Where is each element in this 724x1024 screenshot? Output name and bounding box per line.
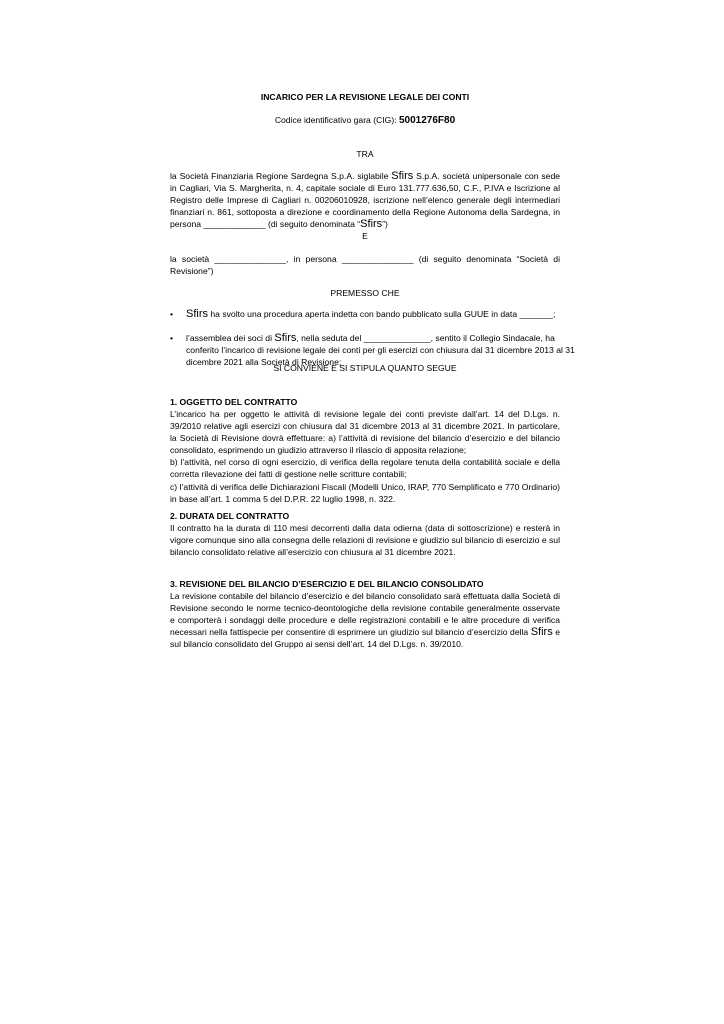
party-one-text-c: ”) xyxy=(382,219,388,230)
conviene-heading: SI CONVIENE E SI STIPULA QUANTO SEGUE xyxy=(273,363,457,373)
premesso-heading: PREMESSO CHE xyxy=(330,288,400,298)
premise-two-text-b: , nella seduta del ______________, sentito il Collegio Sindacale, ha conferito l’incarico di revisione legale dei conti per gli esercizi con chiusura dal 31 dicembre 2013 al 31 dicembre 2021 alla Società di Revisione; xyxy=(186,333,575,368)
party-one-paragraph xyxy=(170,170,560,230)
premise-two-text-a: l’assemblea dei soci di xyxy=(186,333,275,344)
document-title: INCARICO PER LA REVISIONE LEGALE DEI CONTI xyxy=(260,92,470,102)
party-one-text-a: la Società Finanziaria Regione Sardegna S.p.A. siglabile xyxy=(170,171,392,181)
cig-line xyxy=(170,114,560,127)
section-one-paragraph: L’incarico ha per oggetto le attività di revisione legale dei conti previste dall’art. 14 del D.Lgs. n. 39/2010 relative agli esercizi con chiusura dal 31 dicembre 2013 al 31 dicembre 2021. In particolare, la Società di Revisione dovrà effettuare: a) l’attività di revisione del bilancio d’esercizio e del bilancio consolidato, esprimendo un giudizio attraverso il rilascio di apposita relazione; xyxy=(170,409,560,456)
section-one-paragraph: b) l’attività, nel corso di ogni esercizio, di verifica della regolare tenuta della contabilità sociale e della corretta rilevazione dei fatti di gestione nelle scritture contabili; xyxy=(170,457,560,480)
section-three-paragraph xyxy=(170,590,560,650)
section-two-heading: 2. DURATA DEL CONTRATTO xyxy=(170,511,290,521)
bullet-icon: • xyxy=(170,333,174,344)
sfirs-name: Sfirs xyxy=(360,218,383,231)
section-two-paragraph: Il contratto ha la durata di 110 mesi decorrenti dalla data odierna (data di sottoscrizione) e resterà in vigore comunque sino alla consegna delle relazioni di revisione e giudizio sul bilancio di esercizio e sul bilancio consolidato relative all’esercizio con chiusura al 31 dicembre 2021. xyxy=(170,523,560,558)
tra-label: TRA xyxy=(356,149,374,159)
section-three-heading: 3. REVISIONE DEL BILANCIO D’ESERCIZIO E DEL BILANCIO CONSOLIDATO xyxy=(170,579,484,589)
section-three-text-b: e sul bilancio consolidato del Gruppo ai sensi dell’art. 14 del D.Lgs. n. 39/2010. xyxy=(170,627,561,650)
section-one-paragraph: c) l’attività di verifica delle Dichiarazioni Fiscali (Modelli Unico, IRAP, 770 Semplificato e 770 Ordinario) in base all’art. 1 comma 5 del D.P.R. 22 luglio 1998, n. 322. xyxy=(170,481,560,504)
party-two-paragraph: la società _______________, in persona _______________ (di seguito denominata “Società di Revisione”) xyxy=(170,254,560,277)
section-one-body xyxy=(170,408,560,505)
party-one-text-b: S.p.A. società unipersonale con sede in Cagliari, Via S. Margherita, n. 4, capitale sociale di Euro 131.777.636,50, C.F., P.IVA e Iscrizione al Registro delle Imprese di Cagliari n. 00206010928, iscrizione nell’elenco generale degli intermediari finanziari n. 861, sottoposta a direzione e coordinamento della Regione Autonoma della Sardegna, in persona _____________ (di seguito denominata “ xyxy=(170,171,561,230)
cig-label: Codice identificativo gara (CIG): xyxy=(274,115,399,125)
sfirs-name: Sfirs xyxy=(186,308,208,320)
sfirs-name: Sfirs xyxy=(530,626,553,639)
premise-item xyxy=(170,308,576,320)
e-label: E xyxy=(362,231,368,241)
premise-one-text: ha svolto una procedura aperta indetta con bando pubblicato sulla GUUE in data _______; xyxy=(208,309,556,319)
section-one-heading: 1. OGGETTO DEL CONTRATTO xyxy=(170,397,298,407)
sfirs-name: Sfirs xyxy=(274,332,297,345)
sfirs-name: Sfirs xyxy=(391,170,414,182)
cig-value: 5001276F80 xyxy=(399,115,456,126)
bullet-icon: • xyxy=(170,309,174,319)
section-three-text-a: La revisione contabile del bilancio d’esercizio e del bilancio consolidato sarà effettuata dalla Società di Revisione secondo le norme tecnico-deontologiche della revisione contabile generalmente osservate e comporterà i sondaggi delle procedure e delle registrazioni contabili e le altre procedure di verifica necessari nella fattispecie per consentire di esprimere un giudizio sul bilancio d’esercizio della xyxy=(170,591,560,638)
